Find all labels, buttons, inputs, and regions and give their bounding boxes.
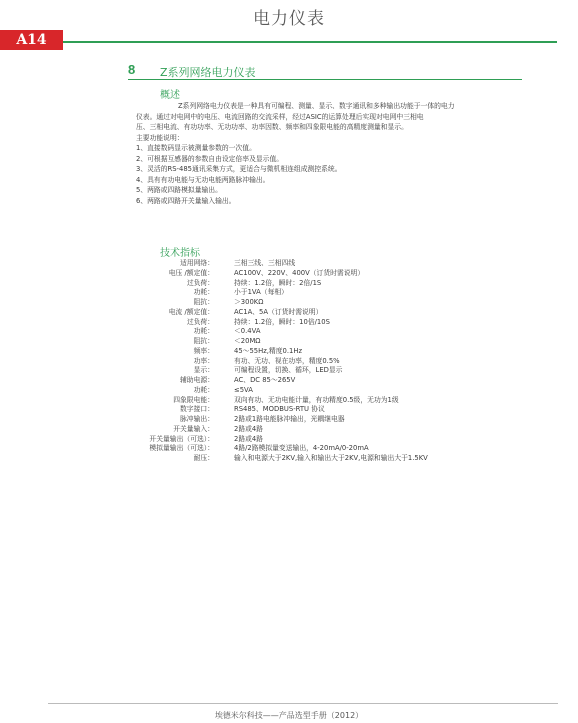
spec-value: ＞300KΩ (234, 298, 264, 306)
spec-label: 功耗： (193, 385, 214, 394)
spec-value: 持续：1.2倍，瞬时：2倍/1S (234, 278, 322, 287)
spec-value: 可编程设置，切换、循环，LED显示 (234, 366, 343, 375)
spec-value: 2路或1路电能脉冲输出，光耦继电器 (234, 415, 345, 423)
page-header-title: 电力仪表 (253, 9, 325, 29)
spec-row (126, 425, 428, 435)
spec-table (126, 259, 428, 464)
spec-value: 三相三线、三相四线 (234, 259, 296, 267)
spec-row (126, 259, 428, 269)
function-item: 3、灵活的RS-485通讯采集方式，更适合与微机相连组成测控系统。 (136, 165, 342, 173)
spec-label: 开关量输出（可选）： (149, 434, 214, 443)
spec-label: 耐压： (193, 454, 214, 462)
spec-value: 45～55Hz,精度0.1Hz (234, 346, 303, 355)
spec-label: 四象限电能： (173, 395, 214, 404)
function-item: 2、可根据互感器的参数自由设定倍率及显示值。 (136, 154, 284, 163)
spec-label: 功耗： (193, 327, 214, 336)
section-number: 8 (128, 62, 136, 77)
spec-label: 开关量输入： (173, 424, 214, 433)
section-title: Z系列网络电力仪表 (160, 66, 256, 79)
footer-text: 埃德米尔科技——产品选型手册（2012） (214, 711, 364, 720)
function-item: 4、具有有功电能与无功电能两路脉冲输出。 (136, 175, 270, 184)
spec-value: RS485、MODBUS-RTU 协议 (234, 405, 325, 414)
spec-label: 阻抗： (193, 337, 214, 345)
overview-body (136, 101, 520, 206)
function-item: 5、两路或四路模拟量输出。 (136, 186, 222, 194)
overview-line: Z系列网络电力仪表是一种具有可编程、测量、显示、数字通讯和多种输出功能于一体的电力 (178, 102, 455, 110)
spec-value: 2路或4路 (234, 434, 264, 443)
spec-heading: 技术指标 (160, 248, 200, 259)
spec-value: AC100V、220V、400V（订货时需说明） (234, 268, 365, 277)
spec-value: ≤5VA (234, 385, 253, 394)
spec-value: 有功、无功、视在功率，精度0.5% (234, 356, 340, 365)
spec-value: 双向有功、无功电能计量，有功精度0.5级，无功为1级 (234, 395, 399, 404)
spec-value: ＜0.4VA (234, 327, 261, 336)
spec-row (126, 415, 428, 425)
spec-row (126, 337, 428, 347)
spec-label: 脉冲输出： (180, 415, 214, 423)
spec-label: 阻抗： (193, 298, 214, 306)
spec-row (126, 405, 428, 415)
section-divider (128, 79, 522, 80)
header-divider (63, 41, 557, 43)
spec-row (126, 454, 428, 464)
overview-heading: 概述 (160, 90, 180, 101)
spec-row (126, 376, 428, 386)
spec-label: 过负荷： (186, 317, 214, 326)
spec-row (126, 269, 428, 279)
spec-label: 辅助电源： (180, 376, 214, 384)
spec-label: 电压 /额定值： (168, 268, 214, 277)
overview-line: 压、三相电流、有功功率、无功功率、功率因数、频率和四象限电能的高精度测量和显示。 (136, 123, 408, 131)
spec-label: 数字接口： (180, 405, 214, 414)
spec-label: 频率： (193, 346, 214, 355)
spec-row (126, 366, 428, 376)
spec-row (126, 396, 428, 406)
spec-label: 显示： (193, 366, 214, 375)
spec-row (126, 288, 428, 298)
spec-label: 电流 /额定值： (168, 307, 214, 316)
spec-label: 功率： (193, 356, 214, 365)
spec-value: 持续：1.2倍，瞬时：10倍/10S (234, 317, 330, 326)
spec-row (126, 386, 428, 396)
spec-label: 功耗： (193, 288, 214, 297)
spec-value: AC1A、5A（订货时需说明） (234, 307, 323, 316)
overview-line: 仪表。通过对电网中的电压、电流回路的交流采样，经过ASIC的运算处理后实现对电网中三相电 (136, 112, 424, 121)
spec-row (126, 318, 428, 328)
spec-value: 4路/2路模拟量变送输出，4-20mA/0-20mA (234, 444, 369, 453)
spec-label: 适用网络： (180, 259, 214, 267)
spec-value: 输入和电源大于2KV,输入和输出大于2KV,电源和输出大于1.5KV (234, 454, 428, 462)
spec-row (126, 347, 428, 357)
spec-value: ＜20MΩ (234, 337, 261, 345)
spec-row (126, 357, 428, 367)
page-number-tab: A14 (0, 30, 63, 50)
spec-value: AC、DC 85～265V (234, 376, 296, 384)
function-item: 1、直接数码显示被测量参数的一次值。 (136, 144, 256, 152)
spec-label: 模拟量输出（可选）： (149, 444, 214, 453)
spec-value: 2路或4路 (234, 424, 264, 433)
spec-label: 过负荷： (186, 278, 214, 287)
overview-line: 主要功能说明： (136, 133, 184, 142)
spec-row (126, 444, 428, 454)
spec-row (126, 298, 428, 308)
footer-divider (48, 703, 558, 704)
spec-row (126, 279, 428, 289)
spec-row (126, 327, 428, 337)
spec-row (126, 435, 428, 445)
spec-value: 小于1VA（每相） (234, 288, 288, 297)
function-item: 6、两路或四路开关量输入输出。 (136, 196, 236, 205)
spec-row (126, 308, 428, 318)
